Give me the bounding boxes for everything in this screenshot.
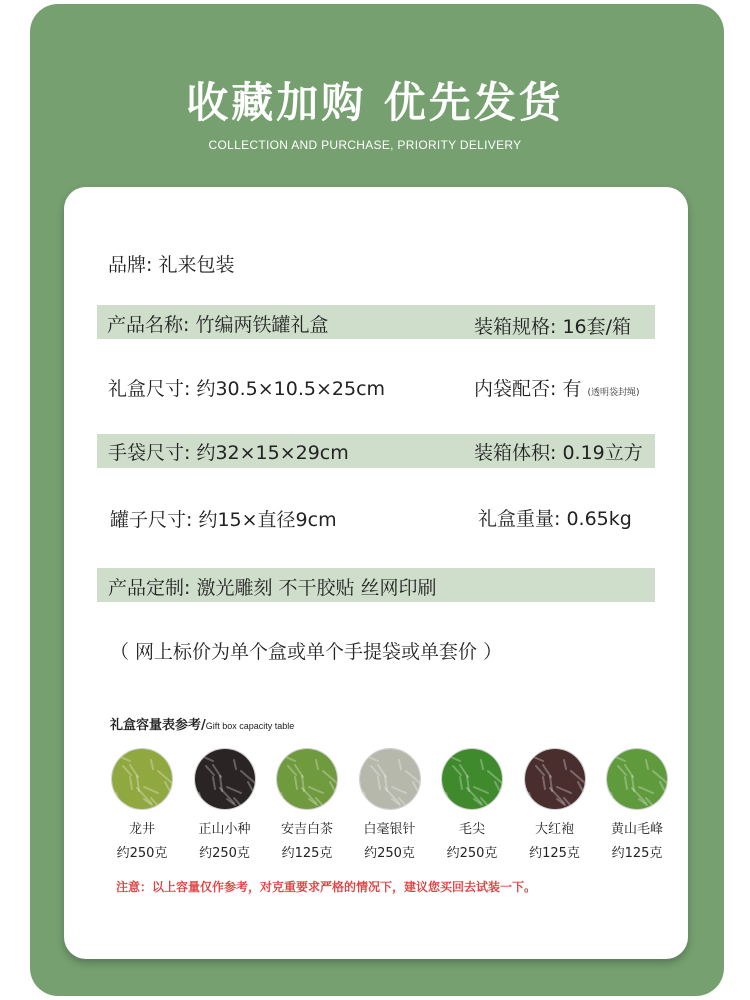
- page-title: 收藏加购 优先发货: [186, 78, 564, 127]
- tea-name: 正山小种: [198, 822, 251, 837]
- inner-bag-label: 内袋配否: 有: [474, 378, 582, 400]
- carton-spec-text: 装箱规格: 16套/箱: [474, 316, 632, 338]
- box-size-text: 礼盒尺寸: 约30.5×10.5×25cm: [108, 378, 386, 400]
- tea-amount: 约125克: [529, 846, 580, 861]
- tea-name: 安吉白茶: [280, 822, 333, 837]
- dahongpao-tea-image: [524, 748, 586, 810]
- silver-needle-tea-image: [359, 748, 421, 810]
- tea-amount: 约125克: [281, 846, 333, 861]
- longjing-tea-image: [111, 748, 173, 810]
- brand-text: 品牌: 礼来包装: [108, 254, 235, 276]
- capacity-title-en: Gift box capacity table: [205, 721, 295, 731]
- tea-item: [267, 748, 347, 862]
- capacity-table-title: [110, 714, 294, 733]
- customization-text: 产品定制: 激光雕刻 不干胶贴 丝网印刷: [108, 577, 437, 599]
- tea-name: 黄山毛峰: [610, 822, 663, 837]
- inner-bag-note: (透明袋封绳): [587, 388, 640, 398]
- inner-bag-text: [474, 374, 640, 401]
- carton-volume-text: 装箱体积: 0.19立方: [474, 442, 643, 464]
- box-weight-text: 礼盒重量: 0.65kg: [478, 508, 632, 530]
- tea-amount: 约125克: [611, 846, 663, 861]
- capacity-title-cn: 礼盒容量表参考/: [110, 718, 206, 733]
- anji-white-tea-image: [276, 748, 338, 810]
- tea-amount: 约250克: [199, 846, 250, 861]
- tea-amount: 约250克: [446, 846, 498, 861]
- price-note-text: （ 网上标价为单个盒或单个手提袋或单套价 ）: [110, 641, 503, 663]
- maofeng-tea-image: [606, 748, 668, 810]
- tea-amount: 约250克: [116, 846, 168, 861]
- tea-amount: 约250克: [364, 846, 415, 861]
- tea-name: 龙井: [128, 822, 155, 837]
- tea-item: [350, 748, 430, 862]
- tea-item: [102, 748, 182, 862]
- tea-name: 白毫银针: [363, 822, 416, 837]
- tea-name: 毛尖: [458, 822, 485, 837]
- tea-name: 大红袍: [534, 822, 574, 837]
- tea-item: [597, 748, 677, 862]
- tea-item: [185, 748, 265, 862]
- tea-capacity-list: [102, 748, 668, 868]
- tea-item: [515, 748, 595, 862]
- handbag-size-text: 手袋尺寸: 约32×15×29cm: [108, 442, 349, 464]
- can-size-text: 罐子尺寸: 约15×直径9cm: [110, 509, 337, 531]
- maojian-tea-image: [441, 748, 503, 810]
- product-name-text: 产品名称: 竹编两铁罐礼盒: [107, 314, 329, 336]
- page-subtitle: COLLECTION AND PURCHASE, PRIORITY DELIVERY: [208, 138, 522, 152]
- tea-item: [432, 748, 512, 862]
- capacity-warning: 注意：以上容量仅作参考，对克重要求严格的情况下，建议您买回去试装一下。: [116, 880, 537, 894]
- lapsang-tea-image: [194, 748, 256, 810]
